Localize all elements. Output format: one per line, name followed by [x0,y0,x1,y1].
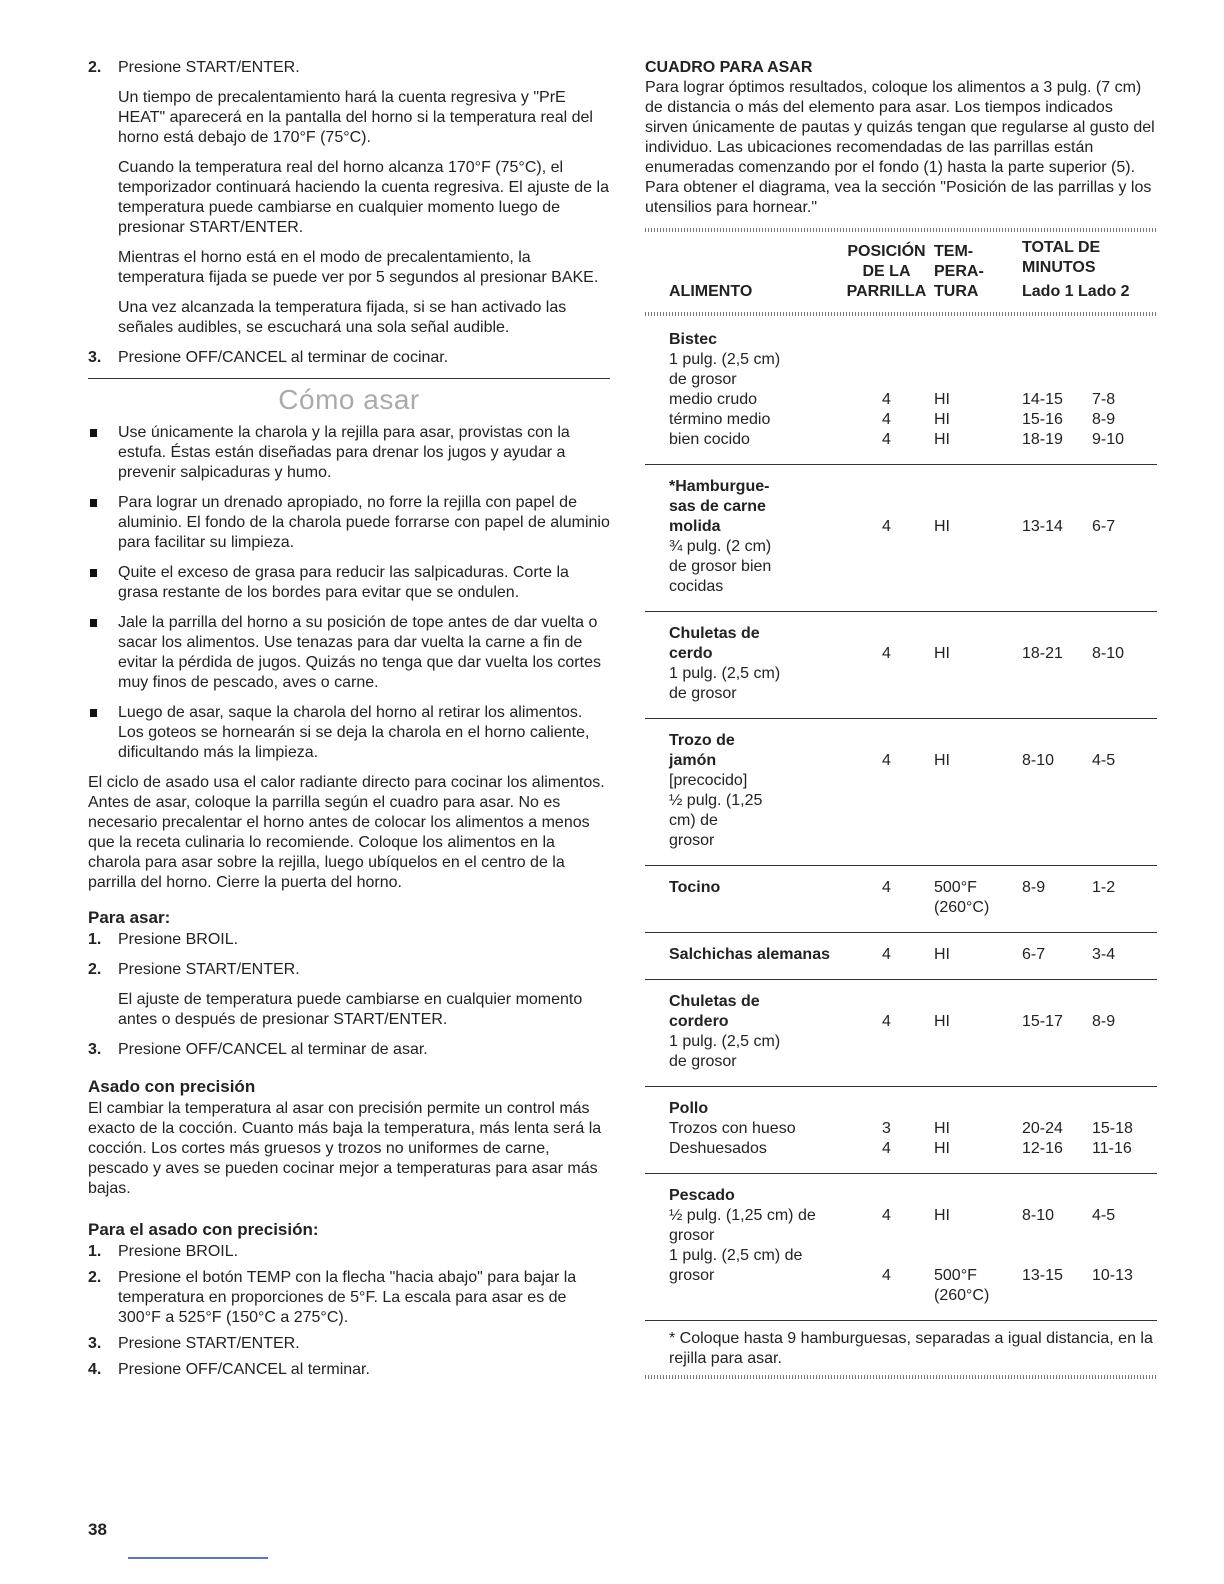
bullet-item [88,703,610,763]
temp-cell: HI [934,1120,950,1137]
food-name: Chuletas de cordero [669,993,760,1030]
food-detail: 1 pulg. (2,5 cm) de grosor [669,1033,781,1070]
precision-heading: Asado con precisión [88,1077,256,1096]
food-name: Pollo [669,1100,709,1117]
section-divider [88,378,610,379]
preheat-note-3: Mientras el horno está en el modo de precalentamiento, la temperatura fijada se puede ver por 5 segundos al presionar BAKE. [118,249,599,286]
side2-cell: 10-13 [1092,1267,1133,1284]
side2-cell: 8-9 [1092,411,1116,428]
side1-cell: 13-14 [1022,518,1063,535]
table-row [645,980,1157,1087]
bullet-item [88,563,610,603]
header-food: ALIMENTO [669,283,753,300]
food-detail: ¾ pulg. (2 cm) de grosor bien cocidas [669,538,772,595]
table-row [645,933,1157,980]
rack-cell: 4 [882,391,891,408]
preheat-note-1: Un tiempo de precalentamiento hará la cuenta regresiva y "PrE HEAT" aparecerá en la pantalla del horno si la temperatura real del horno está debajo de 170°F (75°C). [118,89,593,146]
bullet-text: Quite el exceso de grasa para reducir las salpicaduras. Corte la grasa restante de los bordes para evitar que se ondulen. [118,564,569,601]
step-text: Presione START/ENTER. [118,1335,300,1352]
precision-description: El cambiar la temperatura al asar con precisión permite un control más exacto de la cocción. Cuanto más baja la temperatura, más lenta será la cocción. Los cortes más gruesos y trozos no uniformes de carne, pescado y aves se pueden cocinar mejor a temperaturas para asar más bajas. [88,1100,602,1197]
food-name: Pescado [669,1187,735,1204]
temp-cell: 500°F (260°C) [934,879,990,916]
food-detail: [precocido] ½ pulg. (1,25 cm) de grosor [669,772,763,849]
side2-cell: 15-18 [1092,1120,1133,1137]
bullet-square-icon [90,569,97,577]
rack-cell: 4 [882,518,891,535]
food-name: Chuletas de cerdo [669,625,760,662]
food-cell: 1 pulg. (2,5 cm) de grosor [669,1247,803,1284]
preheat-note-4: Una vez alcanzada la temperatura fijada, si se han activado las señales audibles, se escuchará una sola señal audible. [118,299,567,336]
side2-cell: 8-10 [1092,645,1125,662]
row-divider [645,1320,1157,1321]
rack-cell: 4 [882,1140,891,1157]
side2-cell: 8-9 [1092,1013,1116,1030]
step-number: 2. [88,1269,102,1286]
broil-step-2-note: El ajuste de temperatura puede cambiarse en cualquier momento antes o después de presionar START/ENTER. [118,991,583,1028]
temp-cell: HI [934,1207,950,1224]
food-name: *Hamburgue-sas de carne molida [669,478,770,535]
page-number: 38 [88,1520,107,1539]
table-row [645,1139,1157,1173]
table-top-rule [645,228,1157,232]
table-row [645,1174,1157,1207]
rack-cell: 4 [882,879,891,896]
side1-cell: 8-10 [1022,1207,1055,1224]
table-row [645,465,1157,612]
table-row [645,866,1157,933]
table-row [645,612,1157,719]
temp-cell: HI [934,1013,950,1030]
side1-cell: 15-16 [1022,411,1063,428]
header-rule [645,312,1157,316]
side1-cell: 15-17 [1022,1013,1063,1030]
broil-step-2 [88,960,610,980]
rack-cell: 4 [882,1207,891,1224]
bullet-text: Para lograr un drenado apropiado, no forre la rejilla con papel de aluminio. El fondo de la charola puede forrarse con papel de aluminio para facilitar su limpieza. [118,494,610,551]
bullet-item [88,613,610,693]
step-number: 3. [88,1041,102,1058]
broil-description: El ciclo de asado usa el calor radiante directo para cocinar los alimentos. Antes de asar, coloque la parrilla según el cuadro para asar. No es necesario precalentar el horno antes de colocar los alimentos a menos que la receta culinaria lo recomiende. Coloque los alimentos en la charola para asar sobre la rejilla, luego ubíquelos en el centro de la parrilla del horno. Cierre la puerta del horno. [88,774,605,891]
rack-cell: 3 [882,1120,891,1137]
table-row [645,318,1157,390]
rack-cell: 4 [882,411,891,428]
table-row [645,430,1157,464]
broil-step-1 [88,930,610,950]
side2-cell: 11-16 [1092,1140,1132,1157]
step-number: 3. [88,349,102,366]
footer-accent-line [128,1557,268,1559]
bullet-item [88,493,610,553]
food-cell: ½ pulg. (1,25 cm) de grosor [669,1207,816,1244]
para-asar-heading: Para asar: [88,908,171,927]
table-row [645,719,1157,866]
temp-cell: HI [934,411,950,428]
precision-step-4 [88,1360,610,1380]
food-cell: Deshuesados [669,1140,767,1157]
step-text: Presione BROIL. [118,1243,239,1260]
food-detail: 1 pulg. (2,5 cm) de grosor [669,665,781,702]
step-off-cancel [88,348,610,368]
side1-cell: 18-21 [1022,645,1063,662]
precision-step-2 [88,1268,610,1328]
step-text: Presione BROIL. [118,931,239,948]
temp-cell: HI [934,946,950,963]
broil-chart-table [645,234,1157,1321]
temp-cell: HI [934,518,950,535]
side2-cell: 7-8 [1092,391,1116,408]
step-start-enter [88,58,610,78]
side1-cell: 8-10 [1022,752,1055,769]
side1-cell: 8-9 [1022,879,1046,896]
side1-cell: 12-16 [1022,1140,1063,1157]
temp-cell: HI [934,645,950,662]
temp-cell: HI [934,752,950,769]
header-temperature: TEM- PERA- TURA [934,243,984,300]
step-text: Presione OFF/CANCEL al terminar de asar. [118,1041,428,1058]
table-row [645,1246,1157,1320]
side1-cell: 13-15 [1022,1267,1063,1284]
rack-cell: 4 [882,1013,891,1030]
temp-cell: HI [934,431,950,448]
food-detail: 1 pulg. (2,5 cm) de grosor [669,351,781,388]
table-row [645,1087,1157,1120]
table-bottom-rule [645,1375,1157,1379]
bullet-square-icon [90,619,97,627]
bullet-item [88,423,610,483]
preheat-note-2: Cuando la temperatura real del horno alcanza 170°F (75°C), el temporizador continuará haciendo la cuenta regresiva. El ajuste de la temperatura puede cambiarse en cualquier momento luego de presionar START/ENTER. [118,159,609,236]
food-cell: Trozos con hueso [669,1120,796,1137]
rack-cell: 4 [882,946,891,963]
table-header-row [645,234,1157,310]
broil-chart-intro: Para lograr óptimos resultados, coloque los alimentos a 3 pulg. (7 cm) de distancia o más del elemento para asar. Los tiempos indicados sirven únicamente de pautas y quizás tengan que regularse al gusto del individuo. Las ubicaciones recomendadas de las parrillas están enumeradas comenzando por el fondo (1) hasta la parte superior (5). Para obtener el diagrama, vea la sección "Posición de las parrillas y los utensilios para hornear." [645,79,1155,216]
side2-cell: 4-5 [1092,752,1116,769]
rack-cell: 4 [882,431,891,448]
side2-cell: 1-2 [1092,879,1116,896]
side1-cell: 18-19 [1022,431,1063,448]
temp-cell: HI [934,1140,950,1157]
side2-cell: 9-10 [1092,431,1125,448]
food-name: Tocino [669,879,721,896]
table-footnote: * Coloque hasta 9 hamburguesas, separadas a igual distancia, en la rejilla para asar. [669,1330,1153,1367]
bullet-square-icon [90,499,97,507]
broil-step-3 [88,1040,610,1060]
right-column [645,58,1157,1381]
side1-cell: 14-15 [1022,391,1063,408]
rack-cell: 4 [882,645,891,662]
food-name: Bistec [669,331,718,348]
step-text: Presione START/ENTER. [118,59,300,76]
para-precision-heading: Para el asado con precisión: [88,1220,319,1239]
left-column [88,58,610,1390]
side1-cell: 6-7 [1022,946,1046,963]
step-text: Presione el botón TEMP con la flecha "hacia abajo" para bajar la temperatura en proporciones de 5°F. La escala para asar es de 300°F a 525°F (150°C a 275°C). [118,1269,577,1326]
header-rack-position: POSICIÓN DE LA PARRILLA [846,243,927,300]
step-text: Presione OFF/CANCEL al terminar de cocinar. [118,349,449,366]
side2-cell: 3-4 [1092,946,1116,963]
bullet-text: Jale la parrilla del horno a su posición de tope antes de dar vuelta o sacar los alimentos. Use tenazas para dar vuelta la carne a fin de evitar la pérdida de jugos. Quizás no tenga que dar vuelta los cortes muy finos de pescado, aves o carne. [118,614,601,691]
step-number: 4. [88,1361,102,1378]
bullet-square-icon [90,429,97,437]
step-number: 1. [88,1243,102,1260]
step-text: Presione START/ENTER. [118,961,300,978]
step-number: 1. [88,931,102,948]
bullet-square-icon [90,709,97,717]
broil-chart-heading: CUADRO PARA ASAR [645,59,813,76]
step-number: 2. [88,961,102,978]
precision-step-3 [88,1334,610,1354]
step-number: 2. [88,59,102,76]
food-cell: medio crudo [669,391,758,408]
table-row [645,410,1157,430]
section-title: Cómo asar [278,384,420,415]
header-total-minutes: TOTAL DE MINUTOS Lado 1 Lado 2 [1022,239,1130,300]
side2-cell: 6-7 [1092,518,1116,535]
temp-cell: 500°F (260°C) [934,1267,990,1304]
food-name: Salchichas alemanas [669,946,830,963]
side1-cell: 20-24 [1022,1120,1063,1137]
step-text: Presione OFF/CANCEL al terminar. [118,1361,370,1378]
table-row [645,1206,1157,1246]
table-row [645,1119,1157,1139]
table-row [645,390,1157,410]
rack-cell: 4 [882,752,891,769]
food-name: Trozo de jamón [669,732,735,769]
temp-cell: HI [934,391,950,408]
bullet-text: Luego de asar, saque la charola del horno al retirar los alimentos. Los goteos se hornearán si se deja la charola en el horno caliente, dificultando más la limpieza. [118,704,590,761]
food-cell: bien cocido [669,431,750,448]
side2-cell: 4-5 [1092,1207,1116,1224]
rack-cell: 4 [882,1267,891,1284]
bullet-text: Use únicamente la charola y la rejilla para asar, provistas con la estufa. Éstas están diseñadas para drenar los jugos y ayudar a prevenir salpicaduras y humo. [118,424,570,481]
food-cell: término medio [669,411,771,428]
step-number: 3. [88,1335,102,1352]
precision-step-1 [88,1242,610,1262]
